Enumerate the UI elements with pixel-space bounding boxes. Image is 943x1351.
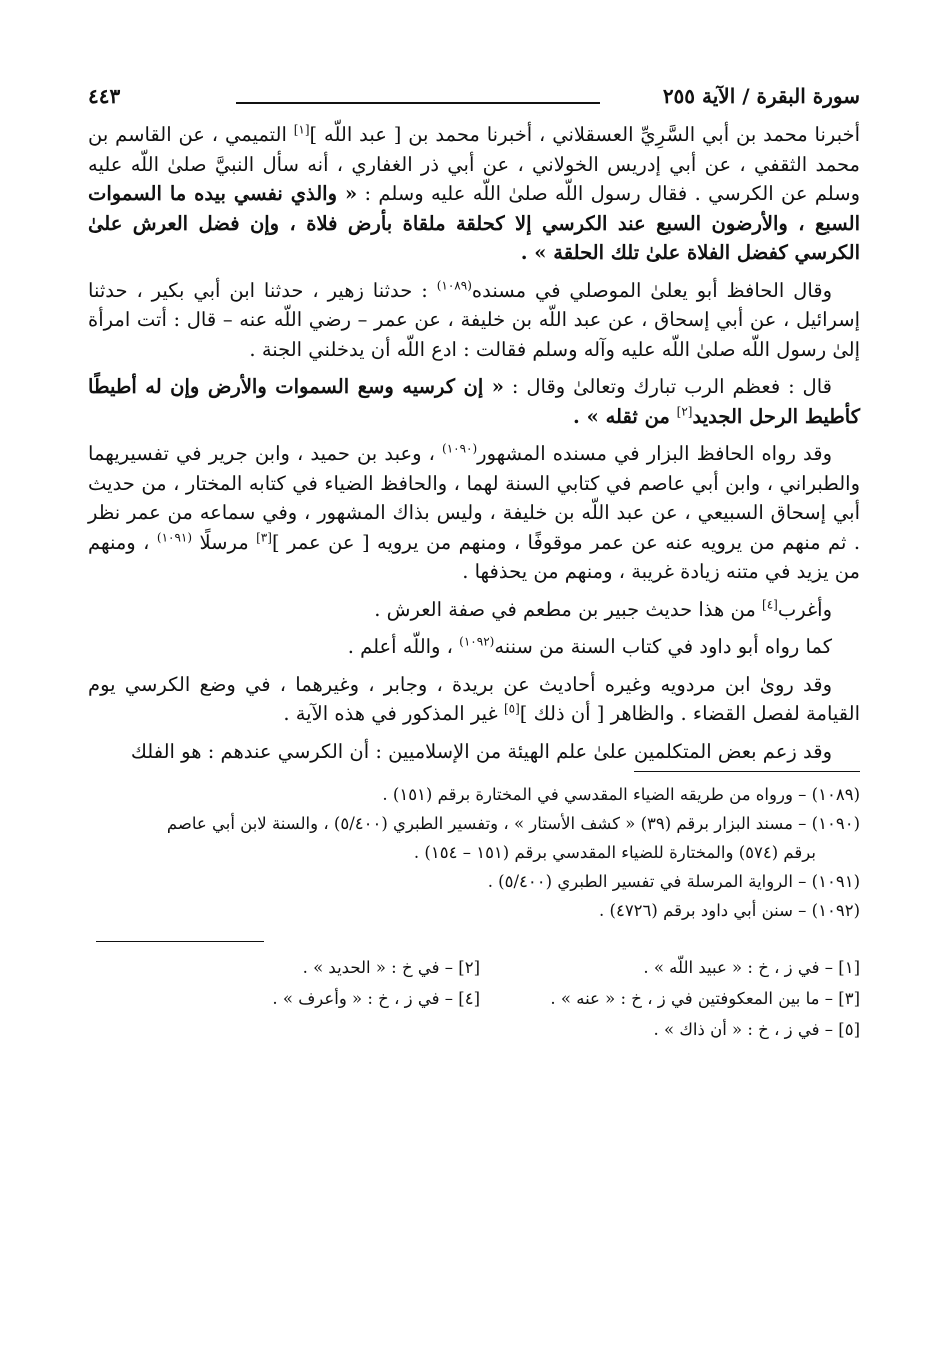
paragraph-text: ، ومنهم من يزيد في متنه زيادة غريبة ، ومنهم من يحذفها . [88, 530, 860, 583]
paragraph-text: وقال الحافظ أبو يعلىٰ الموصلي في مسنده [471, 278, 832, 302]
editor-note-number: [٣] [838, 989, 860, 1008]
paragraph-text: ، واللّه أعلم . [347, 635, 460, 658]
editor-note-ref: [١] [293, 122, 310, 137]
paragraph-3 [88, 372, 860, 431]
editor-note-item [480, 952, 860, 983]
footnotes [88, 780, 860, 925]
footnote-text: – الرواية المرسلة في تفسير الطبري (٥/٤٠٠) . [487, 872, 812, 891]
hadith-text: « والذي نفسي بيده ما السموات السبع ، والأرضون السبع عند الكرسي إلا كحلقة ملقاة بأرض فلاة ، وإن فضل العرش علىٰ الكرسي كفضل الفلاة علىٰ تلك الحلقة » . [88, 182, 860, 264]
paragraph-5 [88, 595, 860, 625]
paragraph-4 [88, 439, 860, 587]
page-number: ٤٤٣ [88, 84, 121, 108]
paragraph-text: قال : فعظم الرب تبارك وتعالىٰ وقال : [503, 375, 832, 398]
paragraph-text: ، وعبد بن حميد ، وابن جرير في تفسيريهما والطبراني ، وابن أبي عاصم في كتابي السنة لهما ، والحافظ الضياء في كتابه المختار ، من حديث أبي إسحاق السبيعي ، عن عبد اللّه بن خليفة ، وليس بذاك المشهور ، وفي سماعه من عمر نظر . ثم منهم من يرويه عنه عن عمر موقوفًا ، ومنهم من يرويه [ عن عمر ] [88, 442, 861, 554]
editor-notes [88, 952, 860, 1045]
editor-note-ref: [٤] [762, 597, 778, 611]
editor-note-item [480, 983, 860, 1014]
hadith-text: من ثقله » . [573, 404, 677, 428]
footnote-text: – مسند البزار برقم (٣٩) « كشف الأستار » ، وتفسير الطبري (٥/٤٠٠) ، والسنة لابن أبي عاصم [166, 814, 812, 833]
footnote-text: – ورواه من طريقه الضياء المقدسي في المختارة برقم (١٥١) . [382, 785, 812, 804]
paragraph-text: من هذا حديث جبير بن مطعم في صفة العرش . [374, 597, 763, 621]
footnote-item [88, 896, 860, 925]
editor-note-text: – في ز ، خ : « وأعرف » . [272, 989, 459, 1008]
editor-note-text: – في ز ، خ : « أن ذاك » . [653, 1020, 839, 1039]
footnote-number: (١٠٨٩) [811, 785, 860, 804]
paragraph-1 [88, 120, 860, 268]
paragraph-text: التميمي ، عن القاسم بن محمد الثقفي ، عن أبي إدريس الخولاني ، عن أبي ذر الغفاري ، أنه سأل النبيَّ صلىٰ اللّه عليه وسلم عن الكرسي . فقال رسول اللّه صلىٰ اللّه عليه وسلم : [88, 123, 861, 205]
paragraph-text: وقد روىٰ ابن مردويه وغيره أحاديث عن بريدة ، وجابر ، وغيرهما ، في وضع الكرسي يوم القيامة لفصل القضاء . والظاهر [ أن ذلك ] [88, 672, 860, 725]
editor-note-text: – ما بين المعكوفتين في ز ، خ : « عنه » . [550, 989, 839, 1008]
editor-note-item [100, 952, 480, 983]
editor-note-number: [٢] [458, 958, 480, 977]
editor-note-item [480, 1014, 860, 1045]
footnote-number: (١٠٩١) [811, 872, 860, 891]
surah-title: سورة البقرة / الآية ٢٥٥ [662, 84, 860, 108]
paragraph-text: مرسلًا [192, 530, 257, 554]
footnote-number: (١٠٩٠) [811, 814, 860, 833]
editor-note-text: – في ز ، خ : « عبيد اللّه » . [643, 958, 839, 977]
paragraph-7 [88, 670, 860, 729]
footnote-number: (١٠٩٢) [811, 901, 860, 920]
header-rule [236, 102, 600, 104]
editor-note-number: [٤] [458, 989, 480, 1008]
footnote-ref: (١٠٩١) [156, 530, 193, 544]
paragraph-2 [88, 276, 860, 365]
editor-note-number: [١] [838, 958, 860, 977]
footnote-item [88, 867, 860, 896]
editor-note-text: – في خ : « الحديد » . [302, 958, 459, 977]
footnote-ref: (١٠٨٩) [436, 278, 472, 292]
footnote-text: – سنن أبي داود برقم (٤٧٢٦) . [599, 901, 812, 920]
paragraph-text: وأغرب [777, 597, 832, 621]
footnote-ref: (١٠٩٢) [459, 634, 495, 649]
paragraph-6 [88, 632, 860, 662]
page [88, 84, 860, 1045]
editor-notes-divider [96, 941, 264, 942]
running-header [88, 84, 860, 120]
paragraph-text: وقد رواه الحافظ البزار في مسنده المشهور [477, 442, 832, 465]
footnote-item [88, 780, 860, 809]
paragraph-text: غير المذكور في هذه الآية . [283, 702, 504, 725]
editor-note-number: [٥] [838, 1020, 860, 1039]
editor-note-ref: [٣] [256, 530, 272, 544]
paragraph-text: كما رواه أبو داود في كتاب السنة من سننه [494, 635, 832, 658]
paragraph-text: وقد زعم بعض المتكلمين علىٰ علم الهيئة من الإسلاميين : أن الكرسي عندهم : هو الفلك [130, 739, 832, 763]
hadith-text: « إن كرسيه وسع السموات والأرض وإن له أطيطًا كأطيط الرحل الجديد [88, 375, 860, 428]
paragraph-text: أخبرنا محمد بن أبي السَّرِيِّ العسقلاني ، أخبرنا محمد بن [ عبد اللّه ] [309, 123, 860, 146]
editor-note-ref: [٢] [676, 404, 693, 418]
footnote-ref: (١٠٩٠) [442, 441, 478, 456]
paragraph-8 [88, 737, 860, 773]
editor-note-item [100, 983, 480, 1014]
footnote-separator [634, 771, 860, 772]
footnote-item [88, 809, 860, 838]
paragraph-text: : حدثنا زهير ، حدثنا ابن أبي بكير ، حدثنا إسرائيل ، عن أبي إسحاق ، عن عبد اللّه بن خليفة ، عن عمر – رضي اللّه عنه – قال : أتت امرأة إلىٰ رسول اللّه صلىٰ اللّه عليه وآله وسلم فقالت : ادع اللّه أن يدخلني الجنة . [88, 278, 860, 361]
editor-note-ref: [٥] [503, 701, 520, 716]
footnote-continuation: برقم (٥٧٤) والمختارة للضياء المقدسي برقم (١٥١ – ١٥٤) . [413, 843, 816, 862]
